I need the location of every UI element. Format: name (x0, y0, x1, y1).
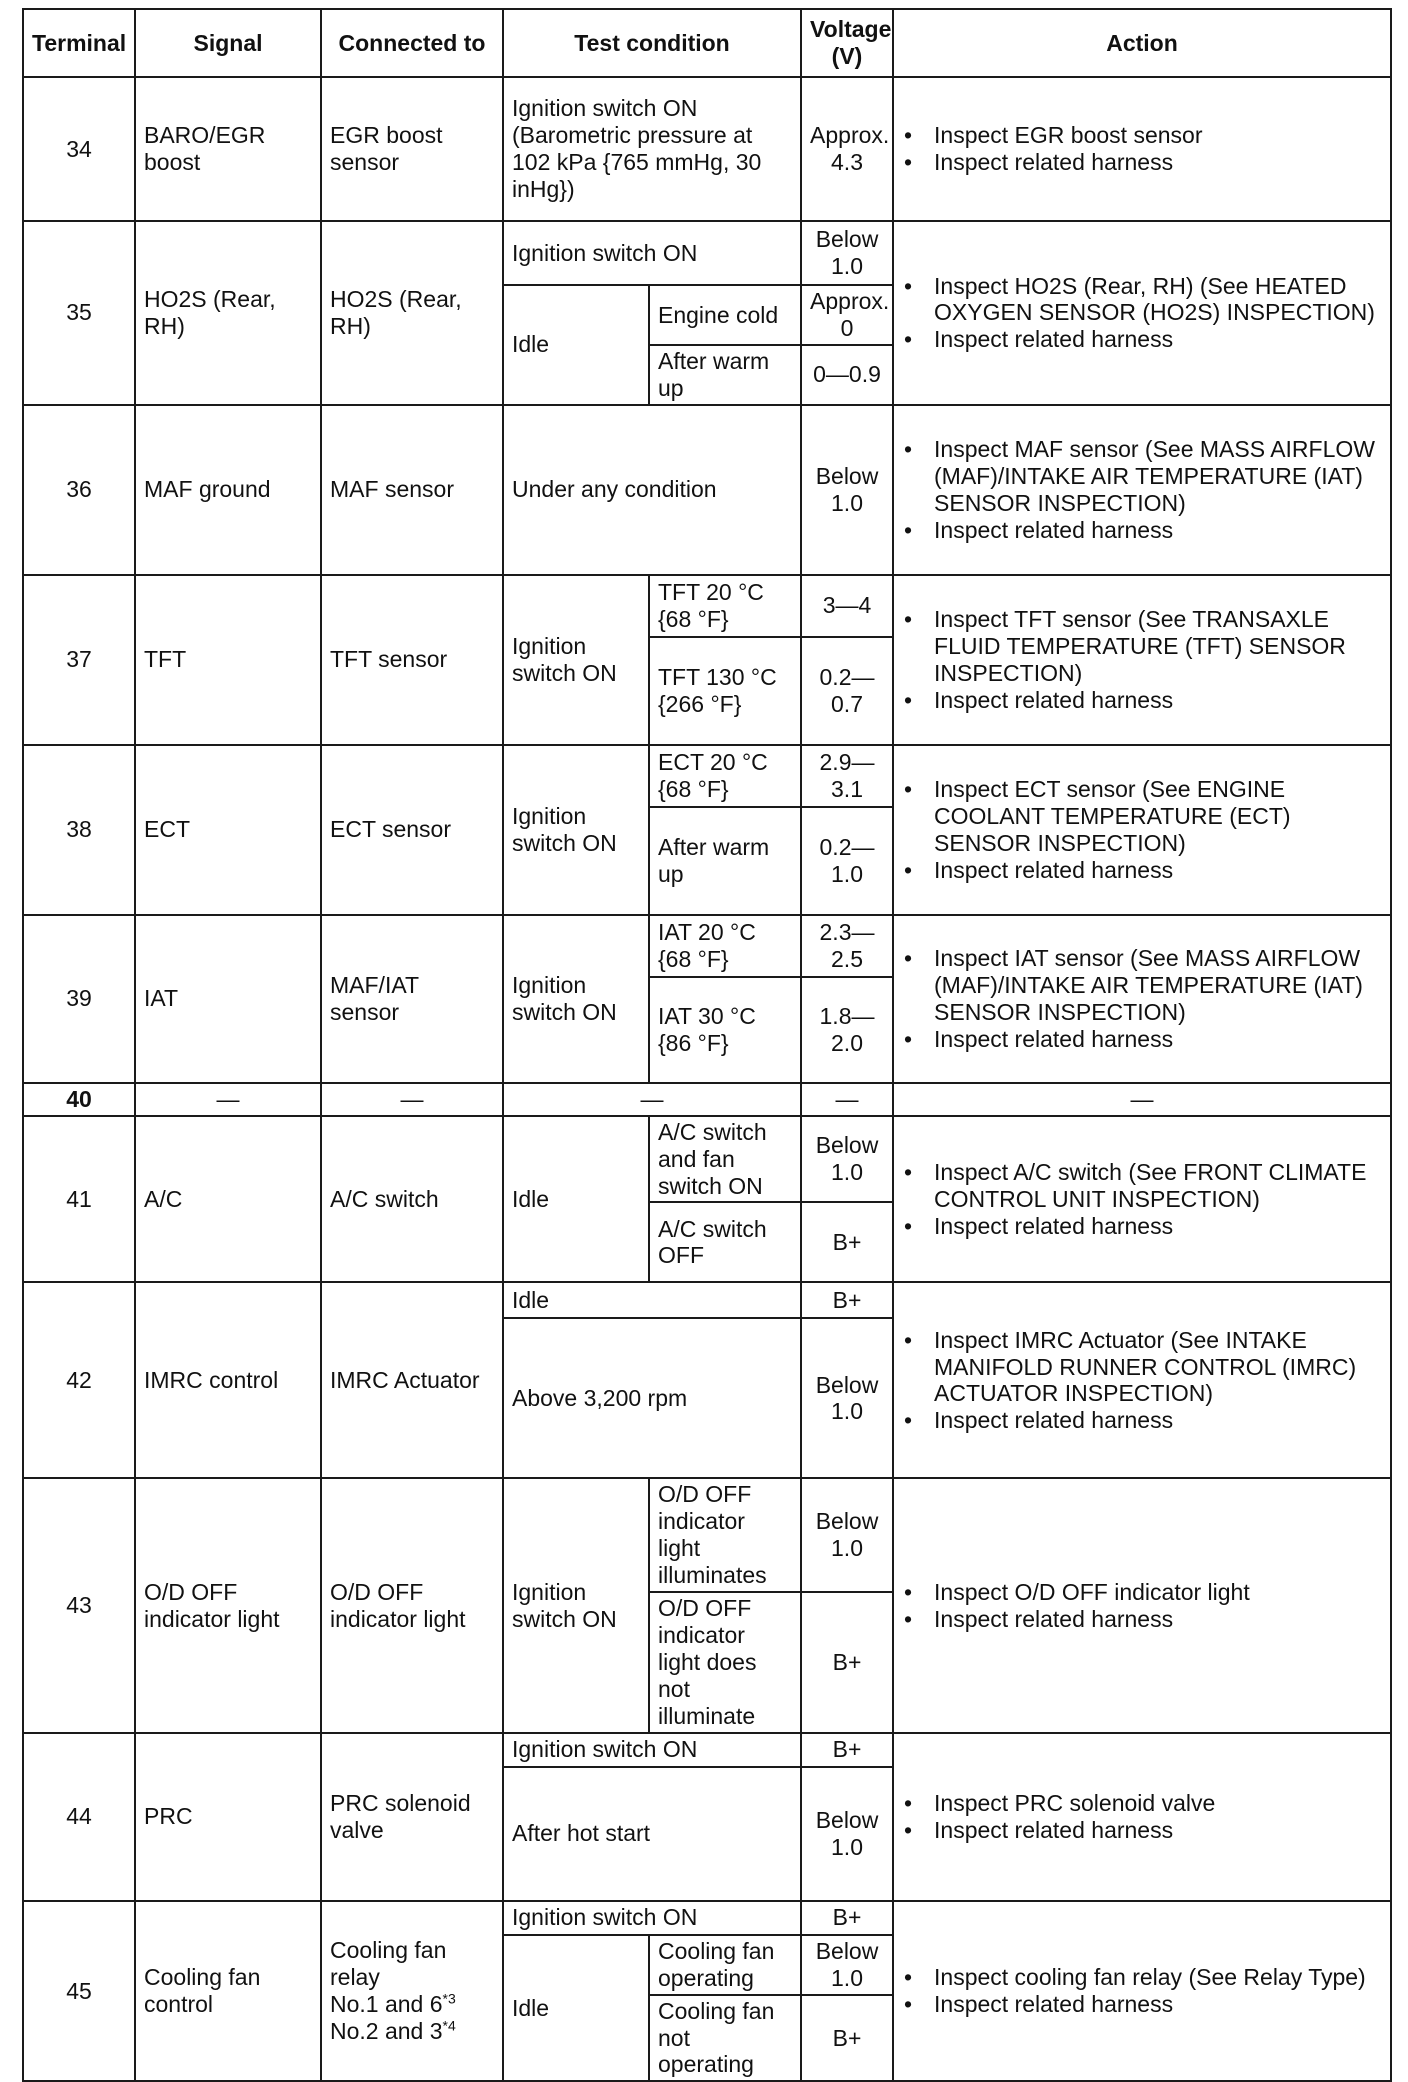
terminal-cell: 45 (23, 1901, 135, 2082)
condition-cell: Idle (503, 285, 649, 405)
voltage-cell: B+ (801, 1202, 893, 1282)
table-row (23, 1478, 1391, 1592)
signal-cell: ECT (135, 745, 321, 915)
subcondition-cell: Engine cold (649, 285, 801, 345)
voltage-cell: Below 1.0 (801, 221, 893, 285)
condition-cell: — (503, 1083, 801, 1116)
table-row (23, 1282, 1391, 1318)
header-test-condition: Test condition (503, 9, 801, 77)
connected-cell: MAF/IAT sensor (321, 915, 503, 1083)
connected-cell: EGR boost sensor (321, 77, 503, 221)
signal-cell: IMRC control (135, 1282, 321, 1478)
action-item: • Inspect related harness (902, 1817, 1382, 1844)
connected-line: Cooling fan relay (330, 1937, 447, 1991)
terminal-cell: 42 (23, 1282, 135, 1478)
condition-cell: Ignition switch ON (Barometric pressure at 102 kPa {765 mmHg, 30 inHg}) (503, 77, 801, 221)
signal-cell: IAT (135, 915, 321, 1083)
voltage-cell: 0—0.9 (801, 345, 893, 405)
action-item: • Inspect IMRC Actuator (See INTAKE MANIFOLD RUNNER CONTROL (IMRC) ACTUATOR INSPECTION) (902, 1327, 1382, 1408)
subcondition-cell: After warm up (649, 345, 801, 405)
voltage-cell: Below 1.0 (801, 1318, 893, 1478)
header-signal: Signal (135, 9, 321, 77)
subcondition-cell: TFT 130 °C {266 °F} (649, 637, 801, 745)
action-item: • Inspect A/C switch (See FRONT CLIMATE CONTROL UNIT INSPECTION) (902, 1159, 1382, 1213)
signal-cell: Cooling fan control (135, 1901, 321, 2082)
terminal-cell: 38 (23, 745, 135, 915)
voltage-cell: 1.8—2.0 (801, 977, 893, 1083)
action-item: • Inspect ECT sensor (See ENGINE COOLANT TEMPERATURE (ECT) SENSOR INSPECTION) (902, 776, 1382, 857)
action-item: • Inspect related harness (902, 517, 1382, 544)
voltage-cell: 2.9—3.1 (801, 745, 893, 807)
table-row (23, 1116, 1391, 1203)
action-cell (893, 1478, 1391, 1732)
subcondition-cell: Cooling fan operating (649, 1935, 801, 1995)
table-row (23, 1733, 1391, 1767)
connected-cell (321, 1901, 503, 2082)
voltage-cell: Below 1.0 (801, 405, 893, 575)
action-cell (893, 745, 1391, 915)
voltage-cell: 3—4 (801, 575, 893, 637)
condition-cell: Under any condition (503, 405, 801, 575)
voltage-cell: B+ (801, 1282, 893, 1318)
signal-cell: BARO/EGR boost (135, 77, 321, 221)
voltage-cell: Approx. 4.3 (801, 77, 893, 221)
subcondition-cell: IAT 30 °C {86 °F} (649, 977, 801, 1083)
action-cell (893, 405, 1391, 575)
connected-cell: ECT sensor (321, 745, 503, 915)
subcondition-cell: ECT 20 °C {68 °F} (649, 745, 801, 807)
condition-cell: Above 3,200 rpm (503, 1318, 801, 1478)
table-row (23, 77, 1391, 221)
action-item: • Inspect MAF sensor (See MASS AIRFLOW (MAF)/INTAKE AIR TEMPERATURE (IAT) SENSOR INSPECTION) (902, 436, 1382, 517)
subcondition-cell: O/D OFF indicator light illuminates (649, 1478, 801, 1592)
terminal-cell: 43 (23, 1478, 135, 1732)
voltage-cell: — (801, 1083, 893, 1116)
action-cell (893, 221, 1391, 405)
terminal-cell: 35 (23, 221, 135, 405)
connected-cell: MAF sensor (321, 405, 503, 575)
condition-cell: Ignition switch ON (503, 221, 801, 285)
action-cell (893, 575, 1391, 745)
voltage-cell: Approx. 0 (801, 285, 893, 345)
subcondition-cell: Cooling fan not operating (649, 1995, 801, 2082)
action-item: • Inspect related harness (902, 149, 1382, 176)
action-cell: — (893, 1083, 1391, 1116)
connected-cell: PRC solenoid valve (321, 1733, 503, 1901)
action-item: • Inspect related harness (902, 1213, 1382, 1240)
action-item: • Inspect TFT sensor (See TRANSAXLE FLUID TEMPERATURE (TFT) SENSOR INSPECTION) (902, 606, 1382, 687)
condition-cell: Ignition switch ON (503, 1478, 649, 1732)
action-item: • Inspect O/D OFF indicator light (902, 1579, 1382, 1606)
voltage-cell: B+ (801, 1995, 893, 2082)
header-action: Action (893, 9, 1391, 77)
condition-cell: Ignition switch ON (503, 745, 649, 915)
condition-cell: After hot start (503, 1767, 801, 1901)
action-item: • Inspect related harness (902, 1026, 1382, 1053)
terminal-cell: 36 (23, 405, 135, 575)
action-cell (893, 1116, 1391, 1283)
table-row (23, 221, 1391, 285)
table-row (23, 575, 1391, 637)
header-terminal: Terminal (23, 9, 135, 77)
connected-cell: HO2S (Rear, RH) (321, 221, 503, 405)
signal-cell: A/C (135, 1116, 321, 1283)
action-item: • Inspect HO2S (Rear, RH) (See HEATED OXYGEN SENSOR (HO2S) INSPECTION) (902, 273, 1382, 327)
terminal-cell: 41 (23, 1116, 135, 1283)
action-cell (893, 915, 1391, 1083)
connected-cell: TFT sensor (321, 575, 503, 745)
voltage-cell: 0.2—0.7 (801, 637, 893, 745)
action-item: • Inspect PRC solenoid valve (902, 1790, 1382, 1817)
condition-cell: Idle (503, 1282, 801, 1318)
terminal-cell: 37 (23, 575, 135, 745)
header-connected-to: Connected to (321, 9, 503, 77)
table-row (23, 915, 1391, 977)
table-row (23, 405, 1391, 575)
subcondition-cell: A/C switch and fan switch ON (649, 1116, 801, 1203)
voltage-cell: Below 1.0 (801, 1478, 893, 1592)
connected-cell: — (321, 1083, 503, 1116)
header-row (23, 9, 1391, 77)
action-cell (893, 1901, 1391, 2082)
action-cell (893, 77, 1391, 221)
action-cell (893, 1282, 1391, 1478)
signal-cell: TFT (135, 575, 321, 745)
action-item: • Inspect cooling fan relay (See Relay Type) (902, 1964, 1382, 1991)
voltage-cell: Below 1.0 (801, 1116, 893, 1203)
signal-cell: HO2S (Rear, RH) (135, 221, 321, 405)
condition-cell: Idle (503, 1935, 649, 2082)
header-voltage: Voltage (V) (801, 9, 893, 77)
signal-cell: O/D OFF indicator light (135, 1478, 321, 1732)
action-item: • Inspect related harness (902, 1407, 1382, 1434)
voltage-cell: 0.2—1.0 (801, 807, 893, 915)
voltage-cell: B+ (801, 1901, 893, 1935)
condition-cell: Ignition switch ON (503, 575, 649, 745)
table-row (23, 745, 1391, 807)
voltage-cell: 2.3—2.5 (801, 915, 893, 977)
action-item: • Inspect related harness (902, 1606, 1382, 1633)
connected-line: No.1 and 6$^{*3}$ (330, 1990, 456, 2017)
signal-cell: MAF ground (135, 405, 321, 575)
terminal-cell: 44 (23, 1733, 135, 1901)
voltage-cell: B+ (801, 1592, 893, 1733)
voltage-cell: B+ (801, 1733, 893, 1767)
action-item: • Inspect related harness (902, 857, 1382, 884)
subcondition-cell: TFT 20 °C {68 °F} (649, 575, 801, 637)
condition-cell: Idle (503, 1116, 649, 1283)
connected-cell: A/C switch (321, 1116, 503, 1283)
voltage-cell: Below 1.0 (801, 1767, 893, 1901)
subcondition-cell: O/D OFF indicator light does not illuminate (649, 1592, 801, 1733)
condition-cell: Ignition switch ON (503, 1901, 801, 1935)
voltage-cell: Below 1.0 (801, 1935, 893, 1995)
signal-cell: — (135, 1083, 321, 1116)
action-item: • Inspect IAT sensor (See MASS AIRFLOW (MAF)/INTAKE AIR TEMPERATURE (IAT) SENSOR INSPECTION) (902, 945, 1382, 1026)
pcm-terminal-table (22, 8, 1392, 2082)
subcondition-cell: A/C switch OFF (649, 1202, 801, 1282)
table-row (23, 1083, 1391, 1116)
action-cell (893, 1733, 1391, 1901)
connected-line: No.2 and 3$^{*4}$ (330, 2017, 456, 2044)
terminal-cell: 39 (23, 915, 135, 1083)
condition-cell: Ignition switch ON (503, 915, 649, 1083)
action-item: • Inspect EGR boost sensor (902, 122, 1382, 149)
subcondition-cell: IAT 20 °C {68 °F} (649, 915, 801, 977)
action-item: • Inspect related harness (902, 326, 1382, 353)
subcondition-cell: After warm up (649, 807, 801, 915)
table-row (23, 1901, 1391, 1935)
action-item: • Inspect related harness (902, 1991, 1382, 2018)
signal-cell: PRC (135, 1733, 321, 1901)
connected-cell: IMRC Actuator (321, 1282, 503, 1478)
terminal-cell: 34 (23, 77, 135, 221)
terminal-cell: 40 (23, 1083, 135, 1116)
condition-cell: Ignition switch ON (503, 1733, 801, 1767)
action-item: • Inspect related harness (902, 687, 1382, 714)
connected-cell: O/D OFF indicator light (321, 1478, 503, 1732)
